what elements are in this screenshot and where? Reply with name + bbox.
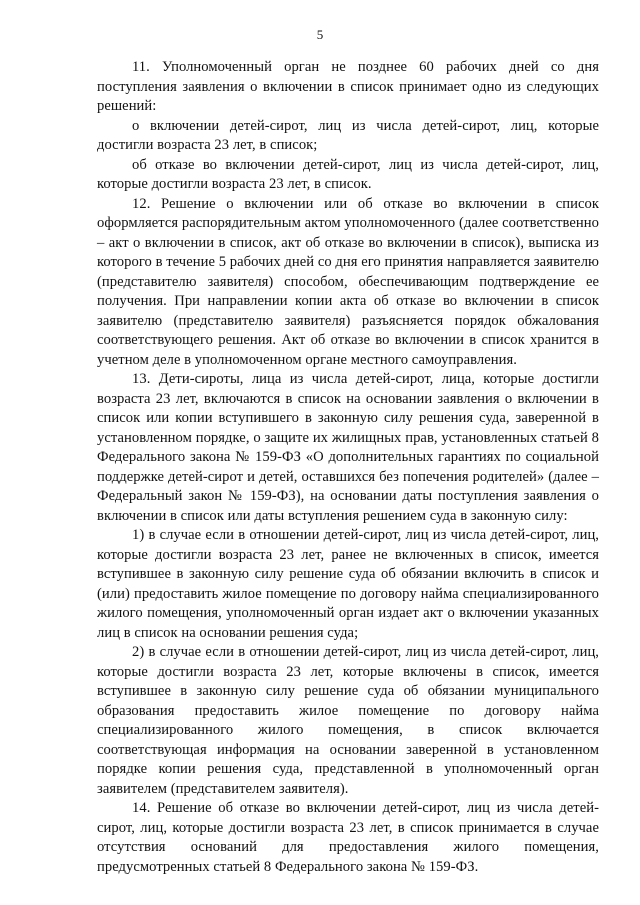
paragraph-14: 14. Решение об отказе во включении детей-сирот, лиц из числа детей-сирот, лиц, которые достигли возраста 23 лет, в список принимается в случае отсутствия оснований для предоставления жилого помещения, предусмотренных статьей 8 Федерального закона № 159-ФЗ. [97,800,599,875]
paragraph-12: 12. Решение о включении или об отказе во включении в список оформляется распорядительным актом уполномоченного (далее соответственно – акт о включении в список, акт об отказе во включении в список), выписка из которого в течение 5 рабочих дней со дня его принятия направляется заявителю (представителю заявителя) способом, обеспечивающим подтверждение ее получения. При направлении копии акта об отказе во включении в список заявителю (представителю заявителя) разъясняется порядок обжалования соответствующего решения. Акт об отказе во включении в список хранится в учетном деле в уполномоченном органе местного самоуправления. [97,195,599,368]
decision-option-refuse: об отказе во включении детей-сирот, лиц из числа детей-сирот, лиц, которые достигли возраста 23 лет, в список. [97,156,599,192]
document-body [97,58,599,877]
paragraph-13-item-2: 2) в случае если в отношении детей-сирот, лиц из числа детей-сирот, лиц, которые достигли возраста 23 лет, которые включены в список, имеется вступившее в законную силу решение суда об обязании муниципального образования предоставить жилое помещение по договору найма специализированного жилого помещения, в список включается соответствующая информация на основании заверенной в установленном порядке копии решения суда, представленной в уполномоченный орган заявителем (представителем заявителя). [97,644,599,797]
paragraph-13-item-1: 1) в случае если в отношении детей-сирот, лиц из числа детей-сирот, лиц, которые достигли возраста 23 лет, ранее не включенных в список, имеется вступившее в законную силу решение суда об обязании включить в список и (или) предоставить жилое помещение по договору найма специализированного жилого помещения, уполномоченный орган издает акт о включении указанных лиц в список на основании решения суда; [97,527,599,641]
page-number: 5 [316,27,324,42]
decision-option-include: о включении детей-сирот, лиц из числа детей-сирот, лиц, которые достигли возраста 23 лет, в список; [97,117,599,153]
paragraph-11: 11. Уполномоченный орган не позднее 60 рабочих дней со дня поступления заявления о включении в список принимает одно из следующих решений: [97,59,599,114]
paragraph-13: 13. Дети-сироты, лица из числа детей-сирот, лица, которые достигли возраста 23 лет, включаются в список на основании заявления о включении в список или копии вступившего в законную силу решения суда, заверенной в установленном порядке, о защите их жилищных прав, установленных статьей 8 Федерального закона № 159-ФЗ «О дополнительных гарантиях по социальной поддержке детей-сирот и детей, оставшихся без попечения родителей» (далее – Федеральный закон № 159-ФЗ), на основании даты поступления заявления о включении в список или даты вступления решением суда в законную силу: [97,371,599,524]
